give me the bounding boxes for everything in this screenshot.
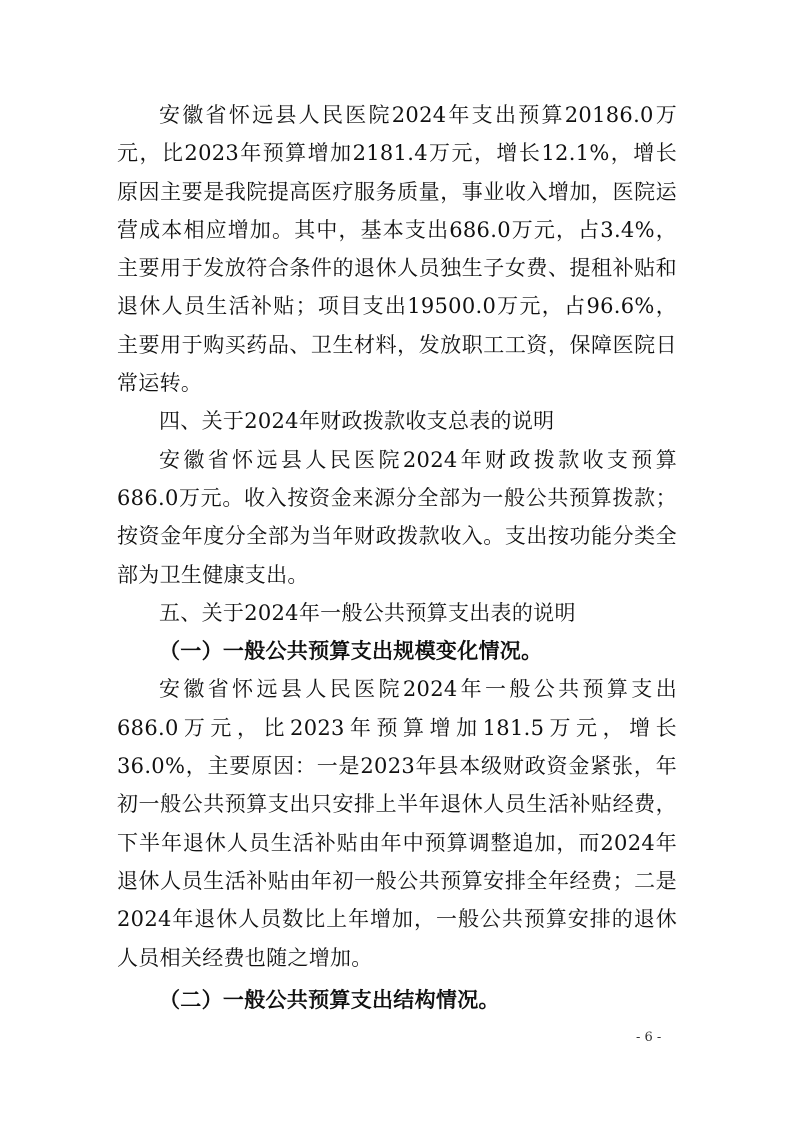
page-number: - 6 - <box>636 1030 662 1045</box>
subheading-structure: （二）一般公共预算支出结构情况。 <box>159 986 500 1012</box>
paragraph-fiscal-appropriation: 安徽省怀远县人民医院2024年财政拨款收支预算686.0万元。收入按资金来源分全部为一般公共预算拨款；按资金年度分全部为当年财政拨款收入。支出按功能分类全部为卫生健康支出。 <box>117 447 677 587</box>
section-heading-4: 四、关于2024年财政拨款收支总表的说明 <box>159 409 555 434</box>
paragraph-general-budget: 安徽省怀远县人民医院2024年一般公共预算支出686.0万元，比2023年预算增加181.5万元，增长36.0%，主要原因：一是2023年县本级财政资金紧张，年初一般公共预算支出只安排上半年退休人员生活补贴经费，下半年退休人员生活补贴由年中预算调整追加，而2024年退休人员生活补贴由年初一般公共预算安排全年经费；二是2024年退休人员数比上年增加，一般公共预算安排的退休人员相关经费也随之增加。 <box>117 677 677 970</box>
subheading-scale-change: （一）一般公共预算支出规模变化情况。 <box>159 638 543 664</box>
document-body <box>117 96 677 1019</box>
paragraph-total-expenditure: 安徽省怀远县人民医院2024年支出预算20186.0万元，比2023年预算增加2181.4万元，增长12.1%，增长原因主要是我院提高医疗服务质量，事业收入增加，医院运营成本相应增加。其中，基本支出686.0万元，占3.4%，主要用于发放符合条件的退休人员独生子女费、提租补贴和退休人员生活补贴；项目支出19500.0万元，占96.6%，主要用于购买药品、卫生材料，发放职工工资，保障医院日常运转。 <box>117 103 677 396</box>
section-heading-5: 五、关于2024年一般公共预算支出表的说明 <box>159 600 576 625</box>
